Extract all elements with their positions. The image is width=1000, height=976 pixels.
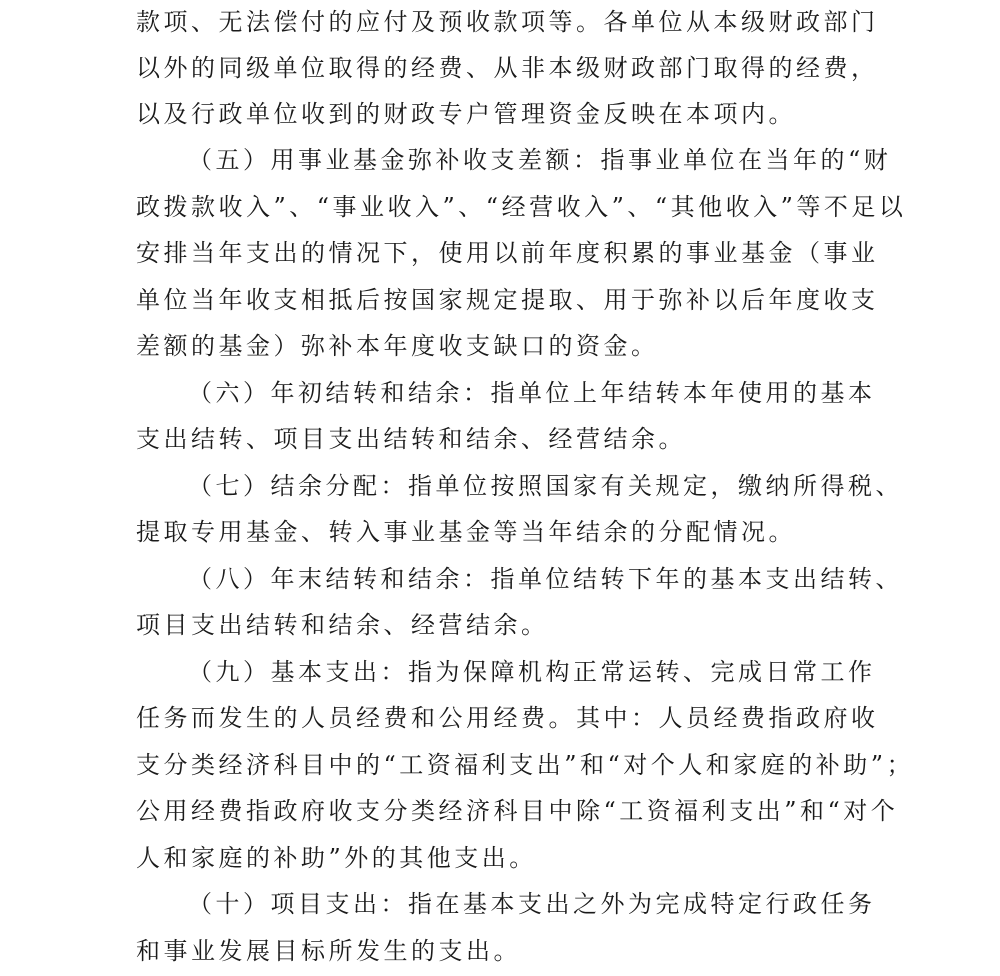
text-line: 以及行政单位收到的财政专户管理资金反映在本项内。 [136,100,796,128]
text-line: 单位当年收支相抵后按国家规定提取、用于弥补以后年度收支 [136,286,879,314]
text-line: 人和家庭的补助”外的其他支出。 [136,844,537,872]
text-line: 项目支出结转和结余、经营结余。 [136,611,549,639]
text-line: 政拨款收入”、“事业收入”、“经营收入”、“其他收入”等不足以 [136,193,907,221]
text-line: 公用经费指政府收支分类经济科目中除“工资福利支出”和“对个 [136,797,899,825]
text-line: 支分类经济科目中的“工资福利支出”和“对个人和家庭的补助”； [136,751,915,779]
paragraph-ten-heading-line: （十）项目支出：指在基本支出之外为完成特定行政任务 [188,890,876,918]
paragraph-five-heading-line: （五）用事业基金弥补收支差额：指事业单位在当年的“财 [188,146,892,174]
text-line: 任务而发生的人员经费和公用经费。其中：人员经费指政府收 [136,704,879,732]
text-line: 提取专用基金、转入事业基金等当年结余的分配情况。 [136,518,796,546]
text-line: 以外的同级单位取得的经费、从非本级财政部门取得的经费， [136,54,879,82]
paragraph-eight-heading-line: （八）年末结转和结余：指单位结转下年的基本支出结转、 [188,565,903,593]
paragraph-six-heading-line: （六）年初结转和结余：指单位上年结转本年使用的基本 [188,379,876,407]
text-line: 款项、无法偿付的应付及预收款项等。各单位从本级财政部门 [136,8,879,36]
text-line: 支出结转、项目支出结转和结余、经营结余。 [136,425,686,453]
paragraph-nine-heading-line: （九）基本支出：指为保障机构正常运转、完成日常工作 [188,658,876,686]
text-line: 和事业发展目标所发生的支出。 [136,937,521,965]
text-line: 差额的基金）弥补本年度收支缺口的资金。 [136,332,659,360]
paragraph-seven-heading-line: （七）结余分配：指单位按照国家有关规定，缴纳所得税、 [188,472,903,500]
text-line: 安排当年支出的情况下，使用以前年度积累的事业基金（事业 [136,239,879,267]
